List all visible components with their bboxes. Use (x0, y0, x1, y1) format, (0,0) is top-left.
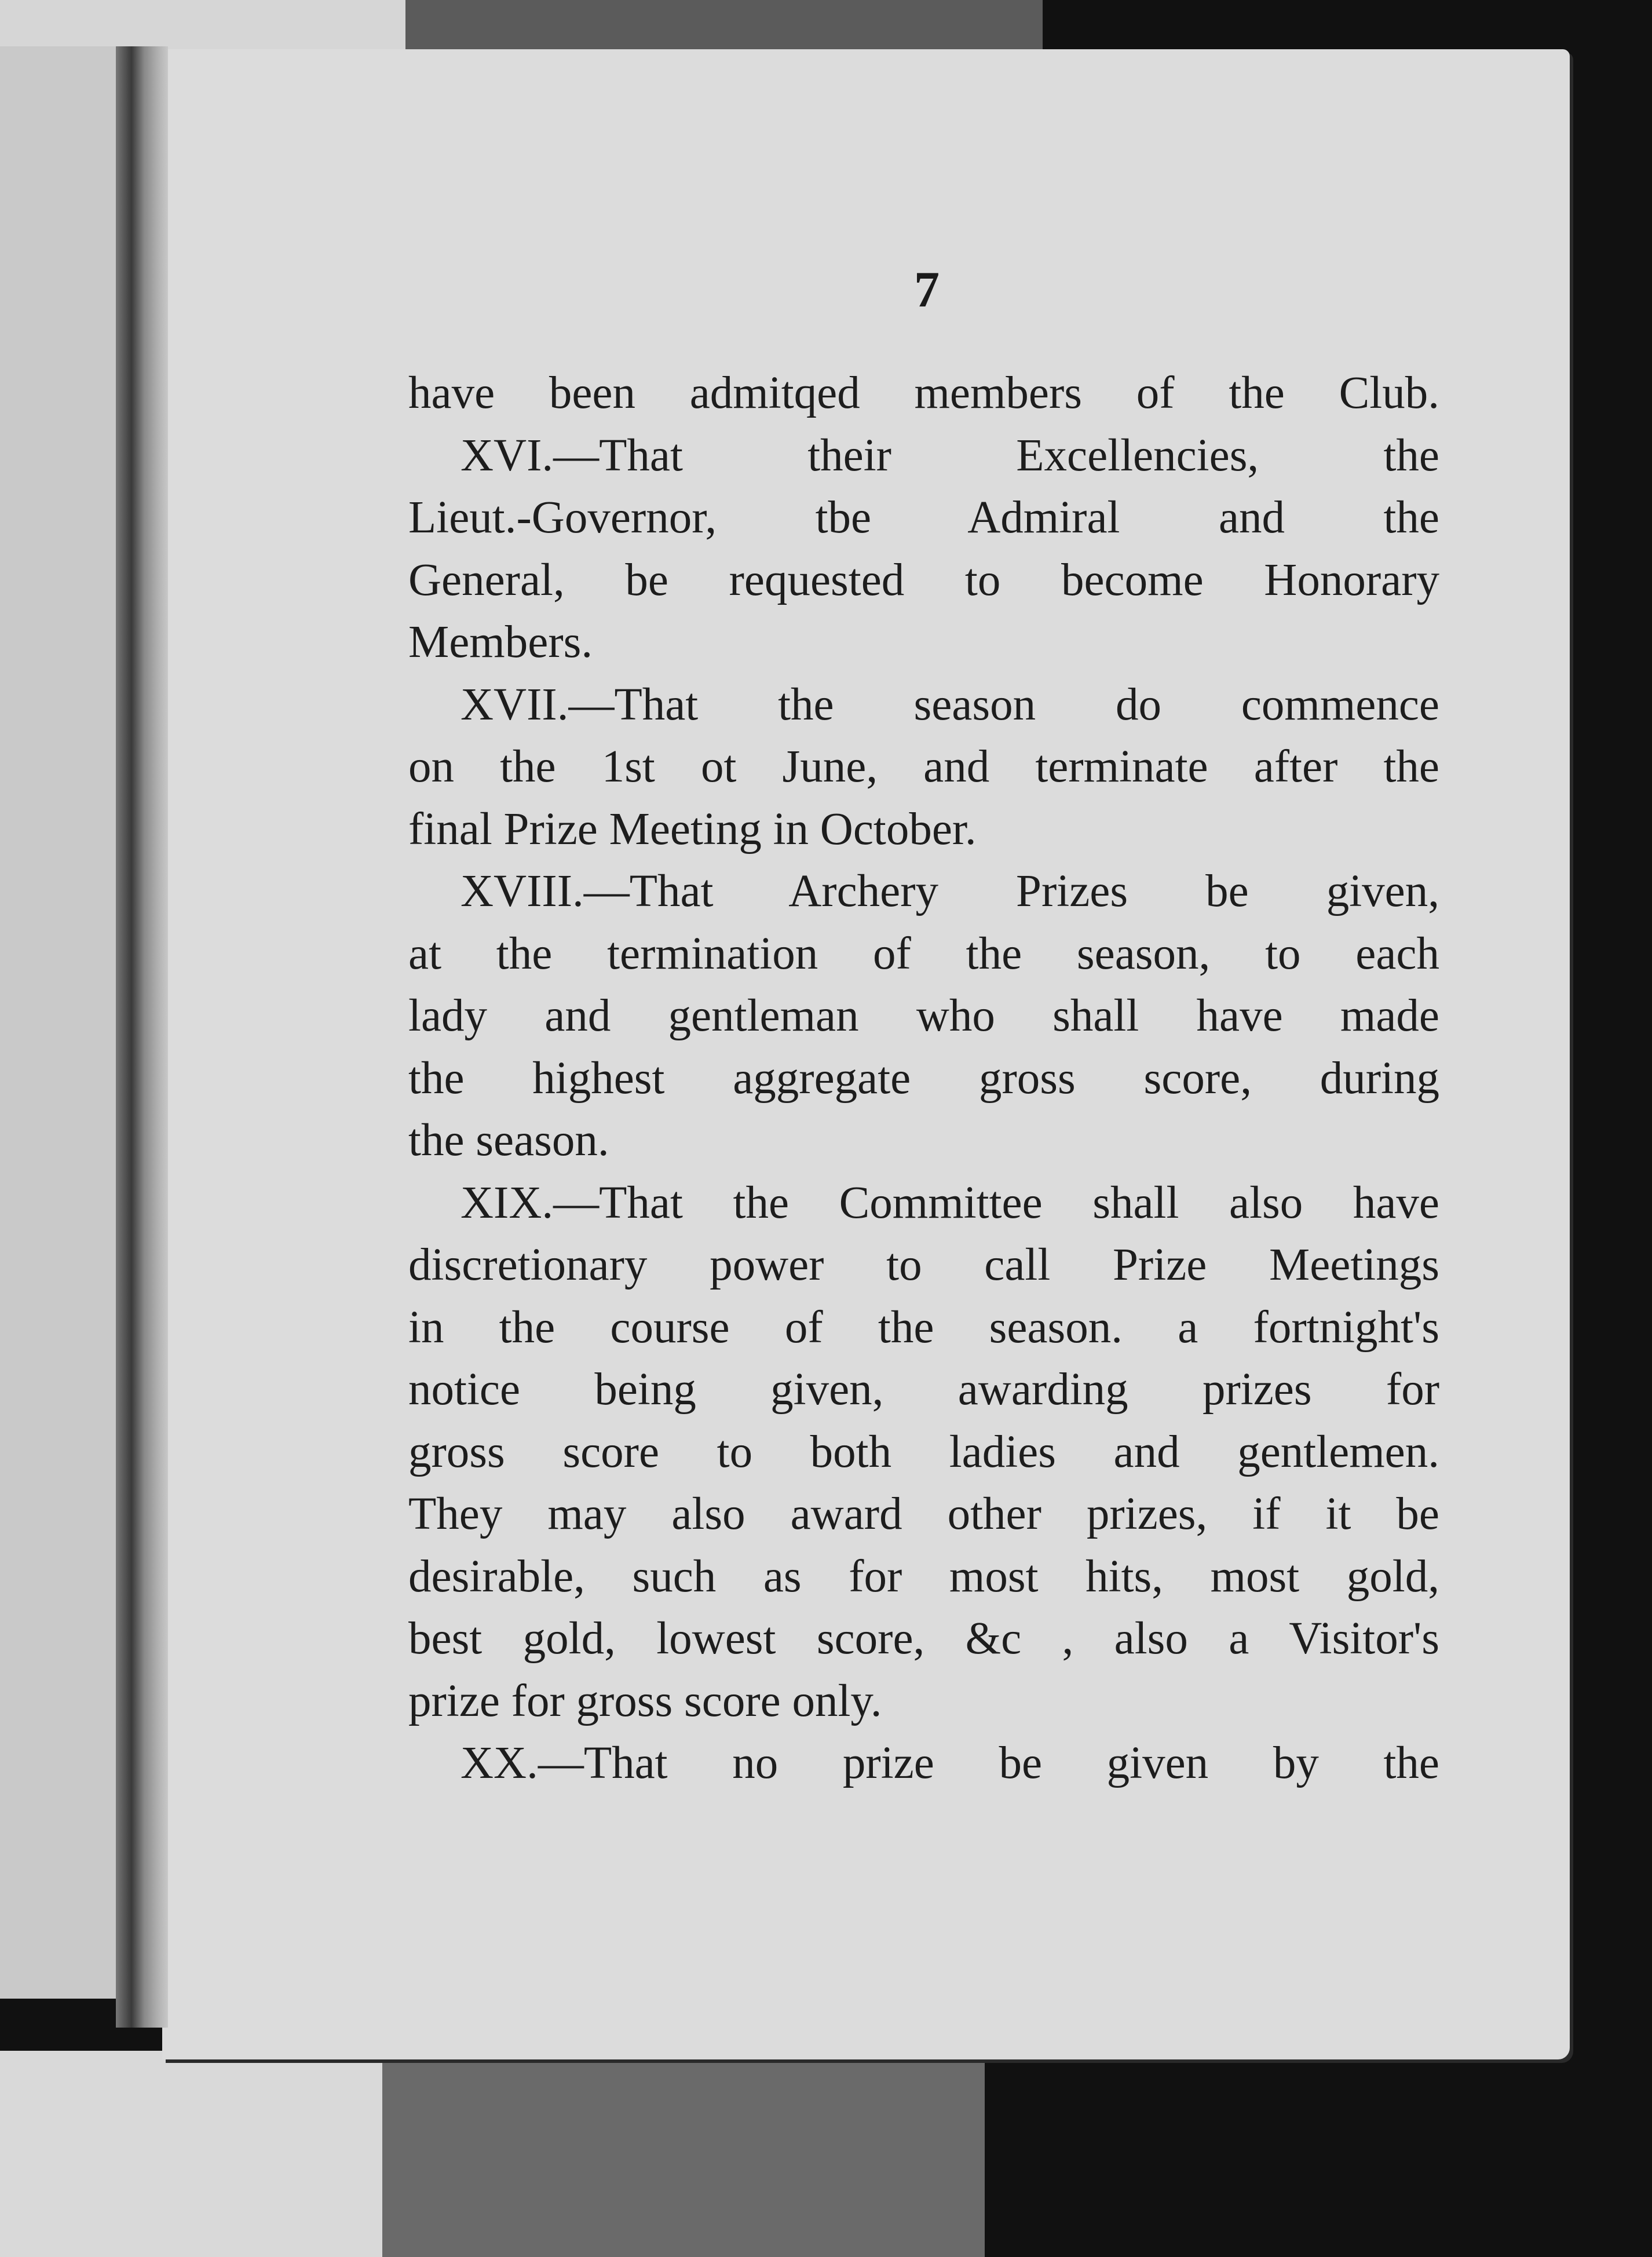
text-line: the highest aggregate gross score, during (408, 1053, 1439, 1104)
text-line: on the 1st ot June, and terminate after the (408, 742, 1439, 792)
text-line: lady and gentleman who shall have made (408, 991, 1439, 1041)
text-line: XVIII.—That Archery Prizes be given, (460, 866, 1439, 916)
text-line: at the termination of the season, to each (408, 928, 1439, 979)
text-line: prize for gross score only. (408, 1675, 882, 1726)
text-line: They may also award other prizes, if it be (408, 1489, 1439, 1539)
text-line: XIX.—That the Committee shall also have (460, 1177, 1439, 1228)
scan-background-bottomleft (0, 2051, 394, 2257)
text-line: XVI.—That their Excellencies, the (460, 430, 1439, 481)
facing-page-edge (0, 46, 122, 1999)
text-line: gross score to both ladies and gentlemen. (408, 1426, 1439, 1477)
text-line: discretionary power to call Prize Meetings (408, 1240, 1439, 1290)
text-line: XX.—That no prize be given by the (460, 1738, 1439, 1788)
book-binding (116, 46, 168, 2028)
page-body-text (408, 362, 1439, 1795)
text-line: best gold, lowest score, &c , also a Visitor's (408, 1613, 1439, 1664)
page-number: 7 (914, 262, 940, 318)
text-line: XVII.—That the season do commence (460, 679, 1439, 730)
text-line: desirable, such as for most hits, most gold, (408, 1551, 1439, 1602)
text-line: in the course of the season. a fortnight's (408, 1302, 1439, 1353)
text-line: have been admitqed members of the Club. (408, 368, 1439, 418)
text-line: final Prize Meeting in October. (408, 804, 977, 854)
scan-background-bottom (382, 2039, 985, 2257)
text-line: the season. (408, 1115, 609, 1166)
text-line: Members. (408, 617, 593, 667)
text-line: Lieut.-Governor, tbe Admiral and the (408, 492, 1439, 543)
text-line: notice being given, awarding prizes for (408, 1364, 1439, 1415)
text-line: General, be requested to become Honorary (408, 554, 1439, 605)
scan-background-topleft (0, 0, 405, 52)
